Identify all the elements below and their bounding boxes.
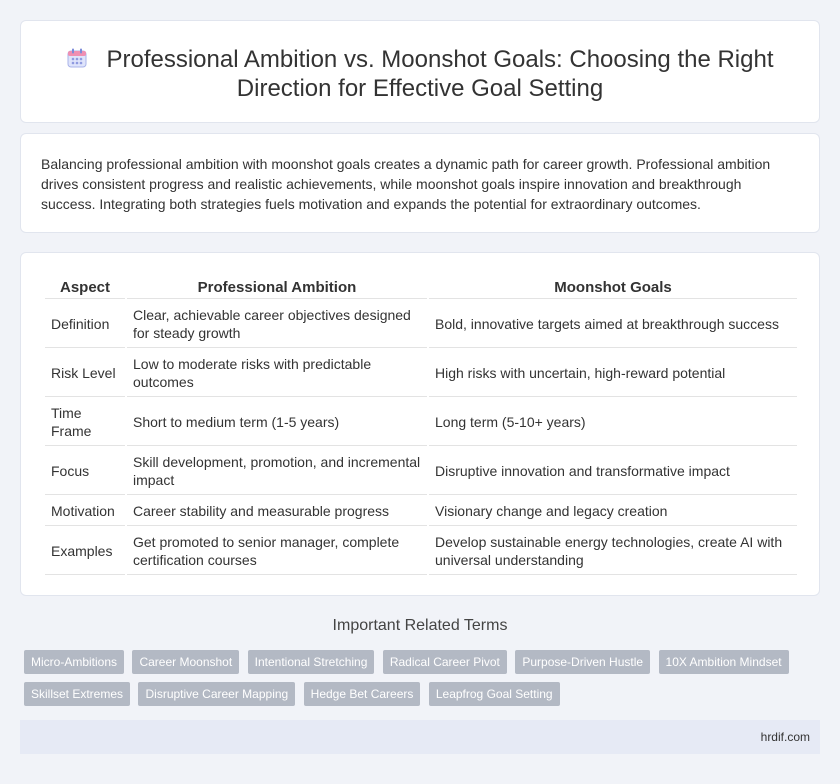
tag-disruptive-career-mapping[interactable]: Disruptive Career Mapping: [138, 682, 295, 706]
row-aspect: Examples: [45, 528, 125, 575]
row-aspect: Focus: [45, 448, 125, 495]
calendar-icon: [66, 47, 88, 69]
table-header-row: [45, 277, 797, 299]
row-aspect: Time Frame: [45, 399, 125, 446]
row-professional: Get promoted to senior manager, complete certification courses: [127, 528, 427, 575]
tag-leapfrog-goal-setting[interactable]: Leapfrog Goal Setting: [429, 682, 560, 706]
intro-card: [20, 133, 820, 233]
intro-paragraph: Balancing professional ambition with moonshot goals creates a dynamic path for career growth. Professional ambition drives consistent progress and realistic achievements, while moonshot goals inspire innovation and breakthrough success. Integrating both strategies fuels motivation and expands the potential for extraordinary outcomes.: [41, 156, 771, 212]
header-moonshot-goals: Moonshot Goals: [429, 277, 797, 299]
table-row: [45, 497, 797, 526]
tag-10x-ambition-mindset[interactable]: 10X Ambition Mindset: [659, 650, 789, 674]
header-aspect: Aspect: [45, 277, 125, 299]
row-moonshot: High risks with uncertain, high-reward potential: [429, 350, 797, 397]
related-terms-title: Important Related Terms: [332, 617, 508, 634]
tag-skillset-extremes[interactable]: Skillset Extremes: [24, 682, 130, 706]
row-professional: Career stability and measurable progress: [127, 497, 427, 526]
page-title: [21, 45, 819, 103]
row-aspect: Motivation: [45, 497, 125, 526]
comparison-card: [20, 252, 820, 596]
footer-site[interactable]: hrdif.com: [760, 730, 810, 744]
row-moonshot: Long term (5-10+ years): [429, 399, 797, 446]
tag-purpose-driven-hustle[interactable]: Purpose-Driven Hustle: [515, 650, 650, 674]
table-row: [45, 301, 797, 348]
footer: [20, 720, 820, 754]
table-row: [45, 399, 797, 446]
row-moonshot: Develop sustainable energy technologies, create AI with universal understanding: [429, 528, 797, 575]
comparison-table: [43, 275, 799, 577]
page-title-text: Professional Ambition vs. Moonshot Goals: Choosing the Right Direction for Effective Goal Setting: [106, 46, 774, 102]
tag-intentional-stretching[interactable]: Intentional Stretching: [248, 650, 375, 674]
table-row: [45, 448, 797, 495]
row-moonshot: Bold, innovative targets aimed at breakthrough success: [429, 301, 797, 348]
table-row: [45, 528, 797, 575]
table-row: [45, 350, 797, 397]
title-card: [20, 20, 820, 123]
tag-micro-ambitions[interactable]: Micro-Ambitions: [24, 650, 124, 674]
row-aspect: Definition: [45, 301, 125, 348]
row-aspect: Risk Level: [45, 350, 125, 397]
header-professional-ambition: Professional Ambition: [127, 277, 427, 299]
row-moonshot: Visionary change and legacy creation: [429, 497, 797, 526]
tag-career-moonshot[interactable]: Career Moonshot: [132, 650, 239, 674]
tag-hedge-bet-careers[interactable]: Hedge Bet Careers: [304, 682, 421, 706]
tag-radical-career-pivot[interactable]: Radical Career Pivot: [383, 650, 507, 674]
row-moonshot: Disruptive innovation and transformative impact: [429, 448, 797, 495]
row-professional: Short to medium term (1-5 years): [127, 399, 427, 446]
row-professional: Low to moderate risks with predictable outcomes: [127, 350, 427, 397]
related-tags: [24, 650, 824, 714]
row-professional: Skill development, promotion, and incremental impact: [127, 448, 427, 495]
row-professional: Clear, achievable career objectives designed for steady growth: [127, 301, 427, 348]
